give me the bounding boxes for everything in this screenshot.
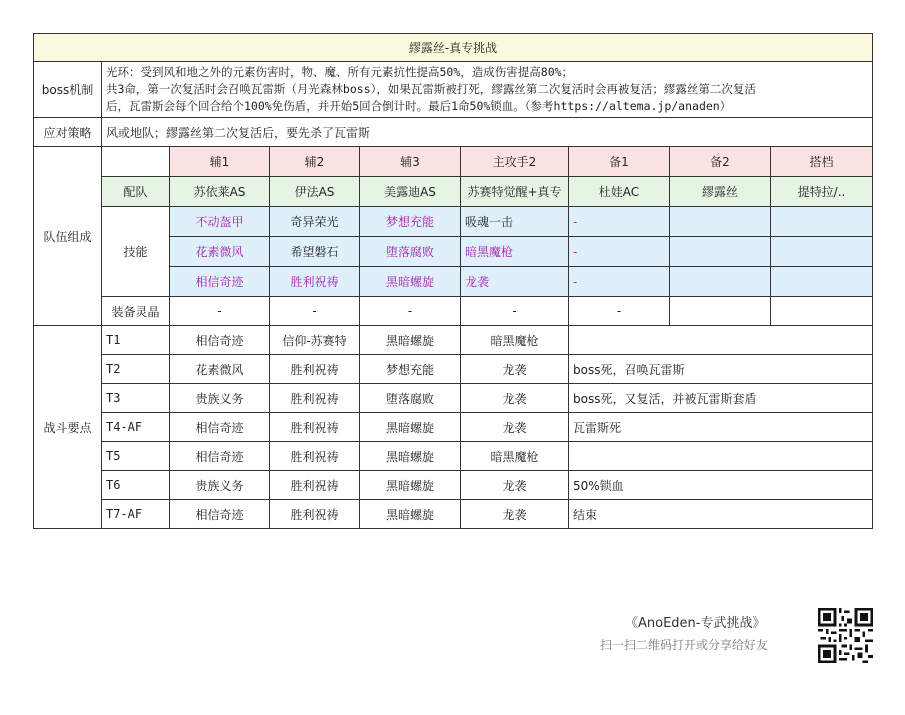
boss-mechanics-text bbox=[102, 62, 873, 118]
battle-note bbox=[569, 442, 873, 471]
skill-cell bbox=[771, 237, 873, 267]
turn-cell: T4-AF bbox=[102, 413, 170, 442]
skill-cell: 不动盔甲 bbox=[170, 207, 270, 237]
strategy-label: 应对策略 bbox=[34, 118, 102, 147]
equip-cell bbox=[771, 297, 873, 326]
battle-cell: 胜利祝祷 bbox=[270, 471, 360, 500]
team-header: 备1 bbox=[569, 147, 670, 177]
battle-cell: 龙袭 bbox=[461, 471, 569, 500]
turn-cell: T2 bbox=[102, 355, 170, 384]
strategy-text: 风或地队；繆露丝第二次复活后，要先杀了瓦雷斯 bbox=[102, 118, 873, 147]
team-header: 辅2 bbox=[270, 147, 360, 177]
skill-cell: 花素微风 bbox=[170, 237, 270, 267]
battle-cell: 黑暗螺旋 bbox=[360, 442, 461, 471]
battle-note: 50%锁血 bbox=[569, 471, 873, 500]
battle-cell: 龙袭 bbox=[461, 413, 569, 442]
equip-cell: - bbox=[270, 297, 360, 326]
skill-cell: 希望磐石 bbox=[270, 237, 360, 267]
config-cell: 杜娃AC bbox=[569, 177, 670, 207]
challenge-table bbox=[33, 33, 873, 529]
battle-note: boss死，又复活，并被瓦雷斯套盾 bbox=[569, 384, 873, 413]
battle-cell: 龙袭 bbox=[461, 500, 569, 529]
table-title: 繆露丝-真专挑战 bbox=[34, 34, 873, 62]
equip-cell: - bbox=[170, 297, 270, 326]
battle-cell: 龙袭 bbox=[461, 355, 569, 384]
equip-cell: - bbox=[360, 297, 461, 326]
skill-cell: 梦想充能 bbox=[360, 207, 461, 237]
team-label: 队伍组成 bbox=[34, 147, 102, 326]
team-header: 备2 bbox=[670, 147, 771, 177]
battle-cell: 相信奇迹 bbox=[170, 500, 270, 529]
battle-cell: 相信奇迹 bbox=[170, 413, 270, 442]
battle-cell: 相信奇迹 bbox=[170, 442, 270, 471]
battle-cell: 暗黑魔枪 bbox=[461, 442, 569, 471]
boss-line: 后，瓦雷斯会每个回合给个100%免伤盾，并开始5回合倒计时。最后1命50%锁血。（参考https://altema.jp/anaden） bbox=[106, 99, 732, 113]
battle-cell: 相信奇迹 bbox=[170, 326, 270, 355]
battle-cell: 黑暗螺旋 bbox=[360, 471, 461, 500]
skill-cell: 黑暗螺旋 bbox=[360, 267, 461, 297]
skill-cell bbox=[771, 207, 873, 237]
battle-cell: 胜利祝祷 bbox=[270, 384, 360, 413]
skill-cell bbox=[670, 237, 771, 267]
battle-cell: 黑暗螺旋 bbox=[360, 413, 461, 442]
team-header: 辅1 bbox=[170, 147, 270, 177]
turn-cell: T5 bbox=[102, 442, 170, 471]
config-cell: 苏依莱AS bbox=[170, 177, 270, 207]
battle-cell: 堕落腐败 bbox=[360, 384, 461, 413]
skill-cell: 胜利祝祷 bbox=[270, 267, 360, 297]
battle-cell: 信仰-苏赛特 bbox=[270, 326, 360, 355]
qr-code-icon[interactable] bbox=[818, 608, 873, 663]
battle-note: 结束 bbox=[569, 500, 873, 529]
skill-cell: 龙袭 bbox=[461, 267, 569, 297]
battle-cell: 胜利祝祷 bbox=[270, 500, 360, 529]
config-cell: 提特拉/.. bbox=[771, 177, 873, 207]
boss-line: 共3命，第一次复活时会召唤瓦雷斯（月光森林boss），如果瓦雷斯被打死，繆露丝第二次复活时会再被复活；繆露丝第二次复活 bbox=[106, 82, 756, 96]
battle-cell: 贵族义务 bbox=[170, 471, 270, 500]
config-cell: 苏赛特觉醒+真专 bbox=[461, 177, 569, 207]
battle-cell: 花素微风 bbox=[170, 355, 270, 384]
team-header: 主攻手2 bbox=[461, 147, 569, 177]
skill-cell: 奇异荣光 bbox=[270, 207, 360, 237]
skill-cell: 暗黑魔枪 bbox=[461, 237, 569, 267]
battle-cell: 梦想充能 bbox=[360, 355, 461, 384]
battle-note bbox=[569, 326, 873, 355]
config-cell: 繆露丝 bbox=[670, 177, 771, 207]
battle-cell: 黑暗螺旋 bbox=[360, 326, 461, 355]
turn-cell: T6 bbox=[102, 471, 170, 500]
equip-cell: - bbox=[461, 297, 569, 326]
turn-cell: T3 bbox=[102, 384, 170, 413]
config-cell: 伊法AS bbox=[270, 177, 360, 207]
battle-note: boss死，召唤瓦雷斯 bbox=[569, 355, 873, 384]
config-cell: 美露迪AS bbox=[360, 177, 461, 207]
skill-cell: 吸魂一击 bbox=[461, 207, 569, 237]
battle-label: 战斗要点 bbox=[34, 326, 102, 529]
boss-line: 光环：受到风和地之外的元素伤害时，物、魔、所有元素抗性提高50%，造成伤害提高80%； bbox=[106, 65, 574, 79]
config-label: 配队 bbox=[102, 177, 170, 207]
skill-cell: 相信奇迹 bbox=[170, 267, 270, 297]
turn-cell: T1 bbox=[102, 326, 170, 355]
battle-cell: 贵族义务 bbox=[170, 384, 270, 413]
battle-cell: 龙袭 bbox=[461, 384, 569, 413]
equip-label: 装备灵晶 bbox=[102, 297, 170, 326]
skill-cell: - bbox=[569, 207, 670, 237]
equip-cell: - bbox=[569, 297, 670, 326]
skill-cell: - bbox=[569, 267, 670, 297]
battle-cell: 胜利祝祷 bbox=[270, 413, 360, 442]
skill-cell bbox=[670, 267, 771, 297]
battle-cell: 黑暗螺旋 bbox=[360, 500, 461, 529]
team-header: 辅3 bbox=[360, 147, 461, 177]
battle-cell: 暗黑魔枪 bbox=[461, 326, 569, 355]
battle-cell: 胜利祝祷 bbox=[270, 442, 360, 471]
battle-cell: 胜利祝祷 bbox=[270, 355, 360, 384]
team-header: 搭档 bbox=[771, 147, 873, 177]
skill-cell bbox=[771, 267, 873, 297]
skill-cell: 堕落腐败 bbox=[360, 237, 461, 267]
boss-mechanics-label: boss机制 bbox=[34, 62, 102, 118]
footer-subtitle: 扫一扫二维码打开或分享给好友 bbox=[600, 638, 769, 652]
skill-cell bbox=[670, 207, 771, 237]
skill-label: 技能 bbox=[102, 207, 170, 297]
equip-cell bbox=[670, 297, 771, 326]
skill-cell: - bbox=[569, 237, 670, 267]
footer-title: 《AnoEden-专武挑战》 bbox=[625, 616, 766, 631]
turn-cell: T7-AF bbox=[102, 500, 170, 529]
battle-note: 瓦雷斯死 bbox=[569, 413, 873, 442]
